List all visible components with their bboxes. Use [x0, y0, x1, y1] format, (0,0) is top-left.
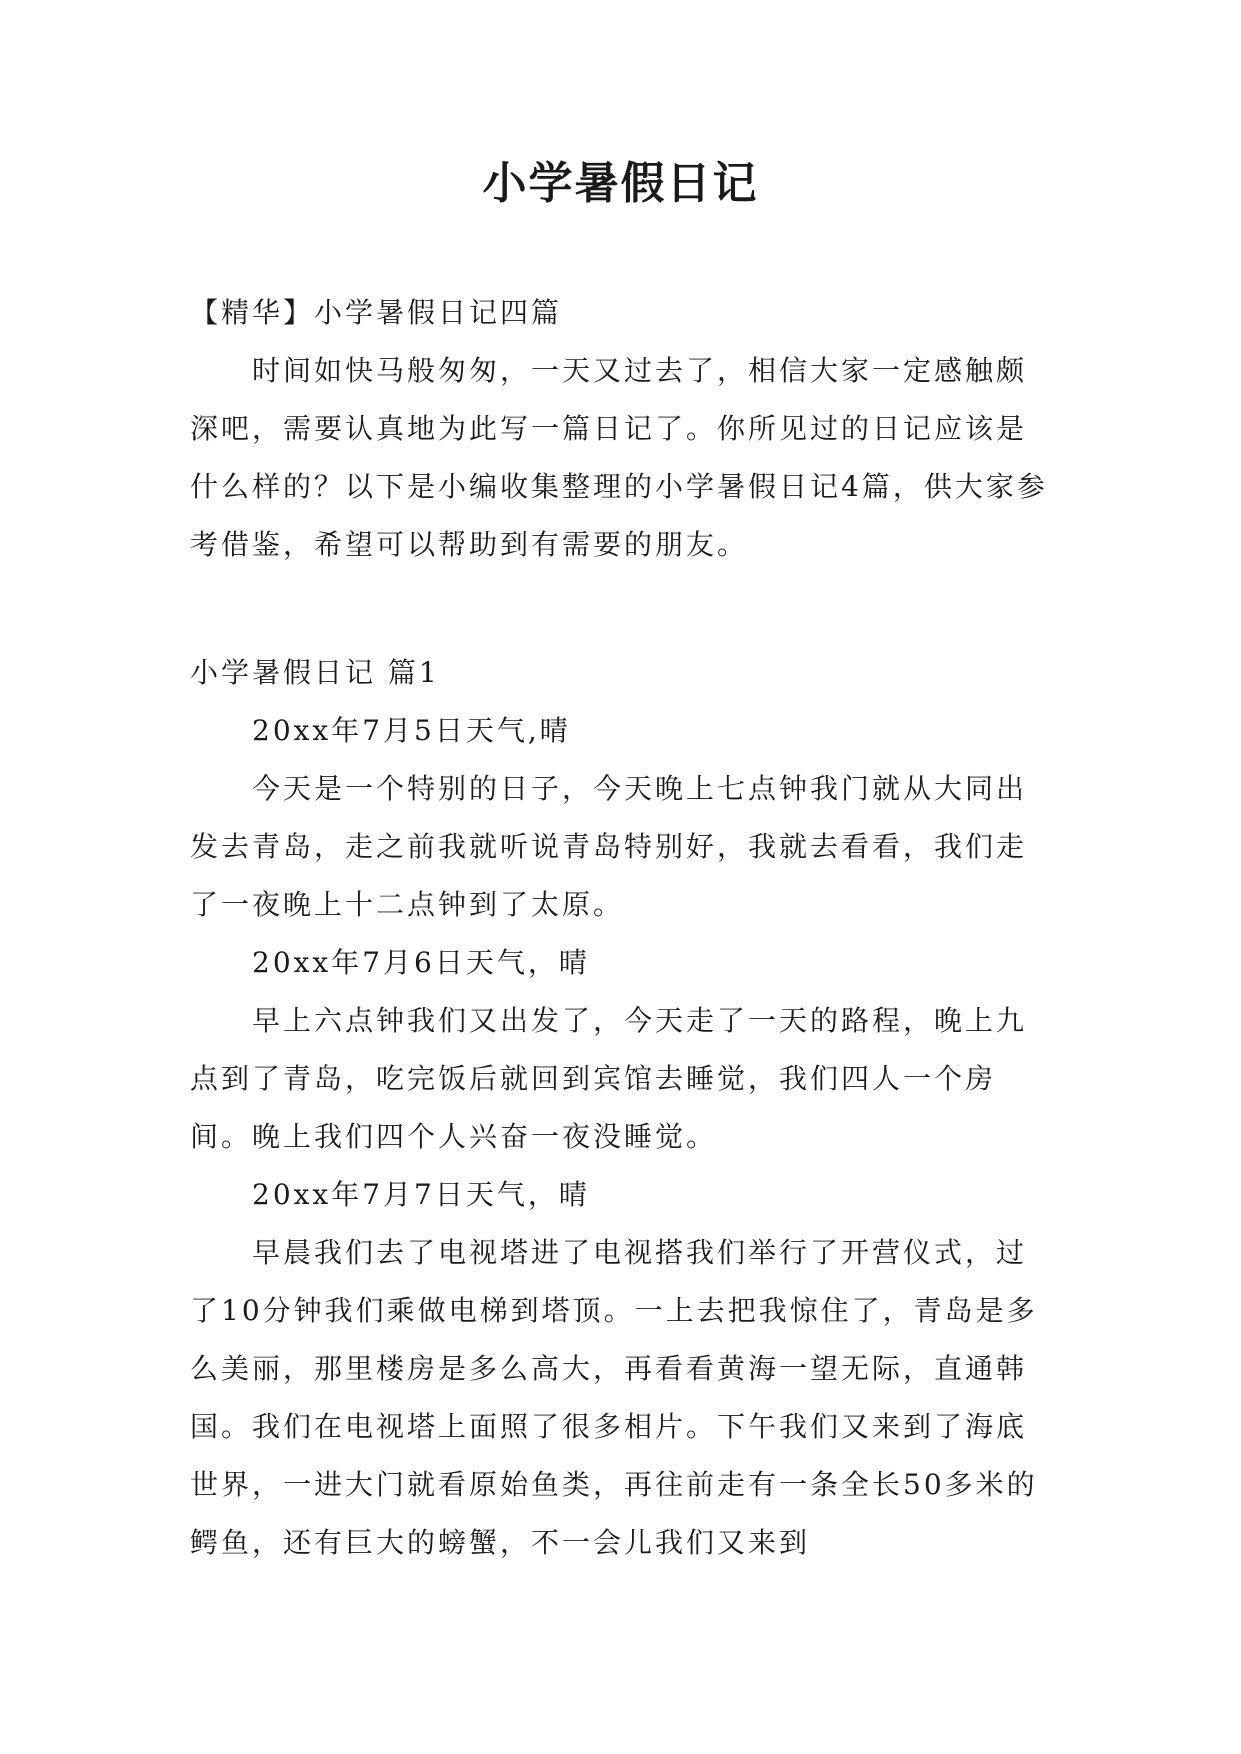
entry-paragraph: 早晨我们去了电视塔进了电视搭我们举行了开营仪式，过了10分钟我们乘做电梯到塔顶。一上去把我惊住了，青岛是多么美丽，那里楼房是多么高大，再看看黄海一望无际，直通韩国。我们在电视塔上面照了很多相片。下午我们又来到了海底世界，一进大门就看原始鱼类，再往前走有一条全长50多米的鳄鱼，还有巨大的螃蟹，不一会儿我们又来到 [190, 1236, 1038, 1559]
entry-paragraph: 今天是一个特别的日子，今天晚上七点钟我门就从大同出发去青岛，走之前我就听说青岛特别好，我就去看看，我们走了一夜晚上十二点钟到了太原。 [190, 772, 1028, 921]
entry-date: 20xx年7月7日天气，晴 [252, 1178, 590, 1211]
document-title: 小学暑假日记 [482, 158, 759, 209]
document-body [190, 284, 1056, 1572]
entry-paragraph: 早上六点钟我们又出发了，今天走了一天的路程，晚上九点到了青岛，吃完饭后就回到宾馆去睡觉，我们四人一个房间。晚上我们四个人兴奋一夜没睡觉。 [190, 1004, 1028, 1153]
entry-date: 20xx年7月5日天气,晴 [252, 714, 571, 747]
intro-paragraph: 时间如快马般匆匆，一天又过去了，相信大家一定感触颇深吧，需要认真地为此写一篇日记了。你所见过的日记应该是什么样的？以下是小编收集整理的小学暑假日记4篇，供大家参考借鉴，希望可以帮助到有需要的朋友。 [190, 354, 1048, 561]
entry-date: 20xx年7月6日天气，晴 [252, 946, 590, 979]
section-heading: 小学暑假日记 篇1 [190, 656, 440, 689]
document-subtitle: 【精华】小学暑假日记四篇 [190, 296, 563, 329]
section-spacer [190, 574, 1056, 644]
